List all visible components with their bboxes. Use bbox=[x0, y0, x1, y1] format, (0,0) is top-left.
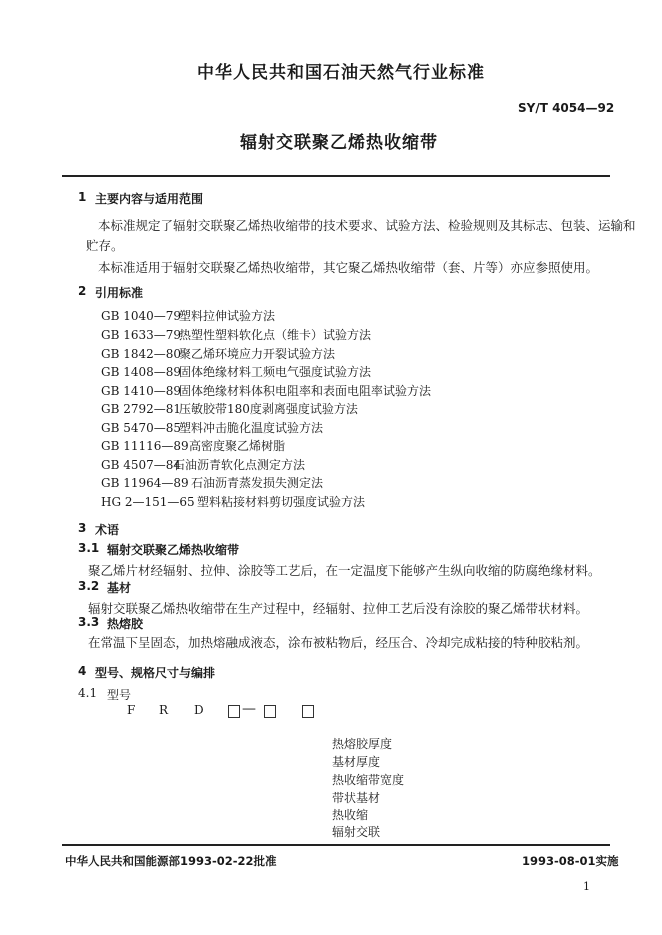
subsection-3-2-text: 辐射交联聚乙烯热收缩带在生产过程中，经辐射、拉伸工艺后没有涂胶的聚乙烯带状材料。 bbox=[88, 601, 589, 616]
effective-date: 1993-08-01实施 bbox=[522, 854, 619, 868]
page-number: 1 bbox=[583, 880, 590, 893]
reference-code: GB 1040—79 bbox=[101, 309, 182, 323]
document-title: 辐射交联聚乙烯热收缩带 bbox=[240, 133, 438, 153]
subsection-3-1-title: 辐射交联聚乙烯热收缩带 bbox=[107, 543, 240, 557]
section-1-heading: 主要内容与适用范围 bbox=[95, 192, 204, 206]
model-label-adhesive-thickness: 热熔胶厚度 bbox=[332, 737, 393, 751]
model-letter-d: D bbox=[194, 703, 204, 717]
reference-title: 压敏胶带180度剥离强度试验方法 bbox=[179, 402, 358, 416]
reference-code: HG 2—151—65 bbox=[101, 495, 195, 509]
reference-title: 固体绝缘材料体积电阻率和表面电阻率试验方法 bbox=[179, 384, 432, 398]
subsection-3-3-number: 3.3 bbox=[78, 615, 100, 629]
subsection-3-1-number: 3.1 bbox=[78, 541, 100, 555]
reference-code: GB 11964—89 bbox=[101, 476, 189, 490]
section-4-number: 4 bbox=[78, 664, 87, 678]
model-label-band-width: 热收缩带宽度 bbox=[332, 773, 405, 787]
reference-code: GB 11116—89 bbox=[101, 439, 189, 453]
standard-code: SY/T 4054—92 bbox=[518, 101, 615, 115]
footer-rule bbox=[62, 844, 610, 846]
section-3-heading: 术语 bbox=[95, 523, 120, 537]
model-box-dash: — bbox=[242, 701, 256, 717]
model-label-heat-shrink: 热收缩 bbox=[332, 808, 369, 822]
reference-code: GB 5470—85 bbox=[101, 421, 182, 435]
reference-code: GB 2792—81 bbox=[101, 402, 182, 416]
reference-title: 塑料冲击脆化温度试验方法 bbox=[179, 421, 324, 435]
section-2-heading: 引用标准 bbox=[95, 286, 144, 300]
approval-note: 中华人民共和国能源部1993-02-22批准 bbox=[65, 854, 277, 868]
model-letter-f: F bbox=[127, 703, 136, 717]
model-label-strip-substrate: 带状基材 bbox=[332, 791, 381, 805]
section-2-number: 2 bbox=[78, 284, 87, 298]
model-letter-r: R bbox=[159, 703, 169, 717]
standard-category-title: 中华人民共和国石油天然气行业标准 bbox=[197, 63, 485, 83]
reference-code: GB 1842—80 bbox=[101, 347, 182, 361]
reference-title: 聚乙烯环境应力开裂试验方法 bbox=[179, 347, 336, 361]
section-1-para1-line1: 本标准规定了辐射交联聚乙烯热收缩带的技术要求、试验方法、检验规则及其标志、包装、运输和 bbox=[98, 218, 636, 233]
reference-title: 塑料拉伸试验方法 bbox=[179, 309, 276, 323]
model-label-substrate-thickness: 基材厚度 bbox=[332, 755, 381, 769]
reference-code: GB 4507—84 bbox=[101, 458, 182, 472]
reference-title: 热塑性塑料软化点（维卡）试验方法 bbox=[179, 328, 372, 342]
section-1-number: 1 bbox=[78, 190, 87, 204]
subsection-3-3-title: 热熔胶 bbox=[107, 617, 144, 631]
subsection-3-1-text: 聚乙烯片材经辐射、拉伸、涂胶等工艺后，在一定温度下能够产生纵向收缩的防腐绝缘材料。 bbox=[88, 563, 601, 578]
reference-code: GB 1633—79 bbox=[101, 328, 182, 342]
subsection-4-1-number: 4.1 bbox=[78, 686, 98, 700]
reference-code: GB 1410—89 bbox=[101, 384, 182, 398]
reference-title: 固体绝缘材料工频电气强度试验方法 bbox=[179, 365, 372, 379]
reference-title: 石油沥青软化点测定方法 bbox=[173, 458, 306, 472]
model-label-radiation-crosslink: 辐射交联 bbox=[332, 825, 381, 839]
subsection-4-1-title: 型号 bbox=[107, 688, 132, 702]
reference-title: 石油沥青蒸发损失测定法 bbox=[191, 476, 324, 490]
section-4-heading: 型号、规格尺寸与编排 bbox=[95, 666, 216, 680]
reference-title: 高密度聚乙烯树脂 bbox=[189, 439, 286, 453]
section-1-para1-line2: 贮存。 bbox=[86, 238, 124, 253]
reference-title: 塑料粘接材料剪切强度试验方法 bbox=[197, 495, 366, 509]
section-3-number: 3 bbox=[78, 521, 87, 535]
subsection-3-2-title: 基材 bbox=[107, 581, 132, 595]
reference-code: GB 1408—89 bbox=[101, 365, 182, 379]
subsection-3-3-text: 在常温下呈固态，加热熔融成液态，涂布被粘物后，经压合、冷却完成粘接的特种胶粘剂。 bbox=[88, 635, 589, 650]
subsection-3-2-number: 3.2 bbox=[78, 579, 100, 593]
section-1-para2: 本标准适用于辐射交联聚乙烯热收缩带，其它聚乙烯热收缩带（套、片等）亦应参照使用。 bbox=[98, 260, 599, 275]
